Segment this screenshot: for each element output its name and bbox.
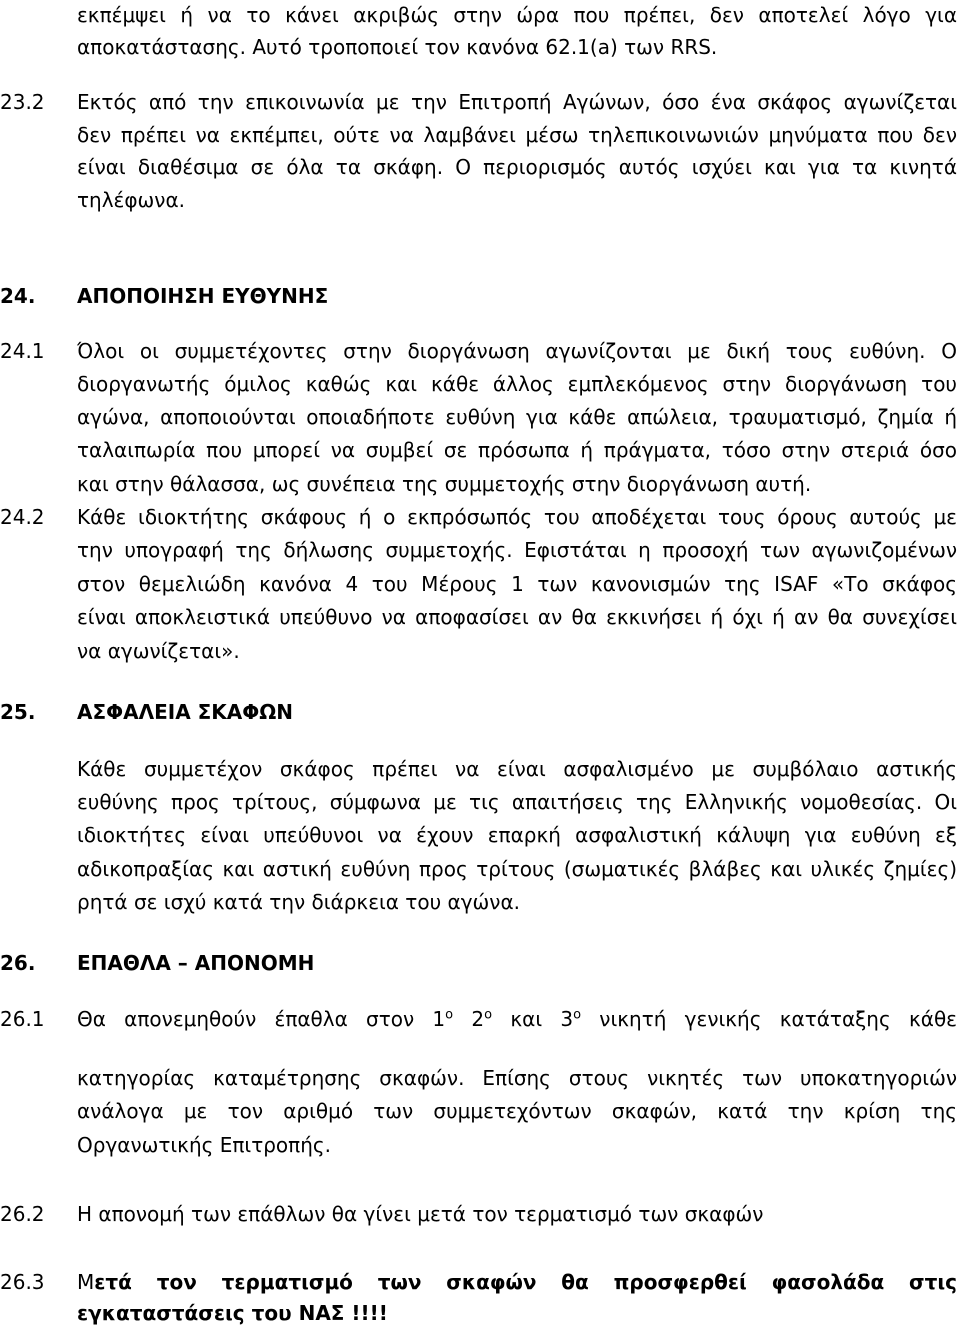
paragraph-line: αποκατάστασης. Αυτό τροποποιεί τον κανόνα 62.1(a) των RRS. [77,35,718,59]
paragraph-line: ρητά σε ισχύ κατά την διάρκεια του αγώνα. [77,890,520,914]
clause-number: 26.1 [0,1007,45,1031]
paragraph-line: αδικοπραξίας και αστική ευθύνη προς τρίτους (σωματικές βλάβες και υλικές ζημίες) [77,857,957,881]
ordinal-superscript: ο [445,1007,454,1023]
paragraph-line: αγώνα, αποποιούνται οποιαδήποτε ευθύνη για κάθε απώλεια, τραυματισμό, ζημία ή [77,405,957,429]
text-segment: νικητή γενικής κατάταξης κάθε [581,1007,957,1031]
paragraph-line: να αγωνίζεται». [77,639,240,663]
section-title: ΑΣΦΑΛΕΙΑ ΣΚΑΦΩΝ [77,700,294,724]
text-segment: και 3 [492,1007,574,1031]
paragraph-line [77,1267,957,1298]
paragraph-line: είναι αποκλειστικά υπεύθυνο να αποφασίσει αν θα εκκινήσει ή όχι ή αν θα συνεχίσει [77,605,957,629]
clause-number: 23.2 [0,90,45,114]
paragraph-line: τηλέφωνα. [77,188,186,212]
paragraph-line: Εκτός από την επικοινωνία με την Επιτροπή Αγώνων, όσο ένα σκάφος αγωνίζεται [77,90,957,114]
clause-number: 24.2 [0,505,45,529]
paragraph-line: εκπέμψει ή να το κάνει ακριβώς στην ώρα που πρέπει, δεν αποτελεί λόγο για [77,3,957,27]
paragraph-line: είναι διαθέσιμα σε όλα τα σκάφη. Ο περιορισμός αυτός ισχύει και για τα κινητά [77,155,957,179]
section-number: 24. [0,284,36,308]
clause-number: 26.3 [0,1270,45,1294]
section-number: 26. [0,951,36,975]
paragraph-line: ιδιοκτήτες είναι υπεύθυνοι να έχουν επαρκή ασφαλιστική κάλυψη για ευθύνη εξ [77,823,957,847]
paragraph-line: Κάθε συμμετέχον σκάφος πρέπει να είναι ασφαλισμένο με συμβόλαιο αστικής [77,757,957,781]
ordinal-superscript: ο [484,1007,493,1023]
paragraph-line: ανάλογα με τον αριθμό των συμμετεχόντων σκαφών, κατά την κρίση της [77,1099,957,1123]
paragraph-line [77,1004,957,1035]
text-segment: Θα απονεμηθούν έπαθλα στον 1 [77,1007,446,1031]
clause-number: 24.1 [0,339,45,363]
paragraph-line: ευθύνης προς τρίτους, σύμφωνα με τις απαιτήσεις της Ελληνικής νομοθεσίας. Οι [77,790,957,814]
paragraph-line: ταλαιπωρία που μπορεί να συμβεί σε πρόσωπα ή πράγματα, τόσο στην στεριά όσο [77,438,957,462]
paragraph-line: στον θεμελιώδη κανόνα 4 του Μέρους 1 των κανονισμών της ISAF «Το σκάφος [77,572,957,596]
text-segment: 2 [453,1007,485,1031]
paragraph-line: Κάθε ιδιοκτήτης σκάφους ή ο εκπρόσωπός του αποδέχεται τους όρους αυτούς με [77,505,957,529]
paragraph-line: την υπογραφή της δήλωσης συμμετοχής. Εφιστάται η προσοχή των αγωνιζομένων [77,538,957,562]
paragraph-line: δεν πρέπει να εκπέμπει, ούτε να λαμβάνει μέσω τηλεπικοινωνιών μηνύματα που δεν [77,123,957,147]
ordinal-superscript: ο [573,1007,582,1023]
section-number: 25. [0,700,36,724]
paragraph-line: και στην θάλασσα, ως συνέπεια της συμμετοχής στην διοργάνωση αυτή. [77,472,812,496]
text-segment: Μ [77,1270,95,1294]
paragraph-line: εγκαταστάσεις του ΝΑΣ !!!! [77,1301,388,1325]
paragraph-line: κατηγορίας καταμέτρησης σκαφών. Επίσης στους νικητές των υποκατηγοριών [77,1066,957,1090]
clause-number: 26.2 [0,1202,45,1226]
paragraph-line: διοργανωτής όμιλος καθώς και κάθε άλλος εμπλεκόμενος στην διοργάνωση του [77,372,957,396]
paragraph-line: Οργανωτικής Επιτροπής. [77,1133,331,1157]
paragraph-line: Η απονομή των επάθλων θα γίνει μετά τον τερματισμό των σκαφών [77,1202,764,1226]
bold-text-segment: ετά τον τερματισμό των σκαφών θα προσφερθεί φασολάδα στις [94,1270,957,1294]
section-title: ΑΠΟΠΟΙΗΣΗ ΕΥΘΥΝΗΣ [77,284,329,308]
section-title: ΕΠΑΘΛΑ – ΑΠΟΝΟΜΗ [77,951,315,975]
paragraph-line: Όλοι οι συμμετέχοντες στην διοργάνωση αγωνίζονται με δική τους ευθύνη. Ο [77,339,957,363]
